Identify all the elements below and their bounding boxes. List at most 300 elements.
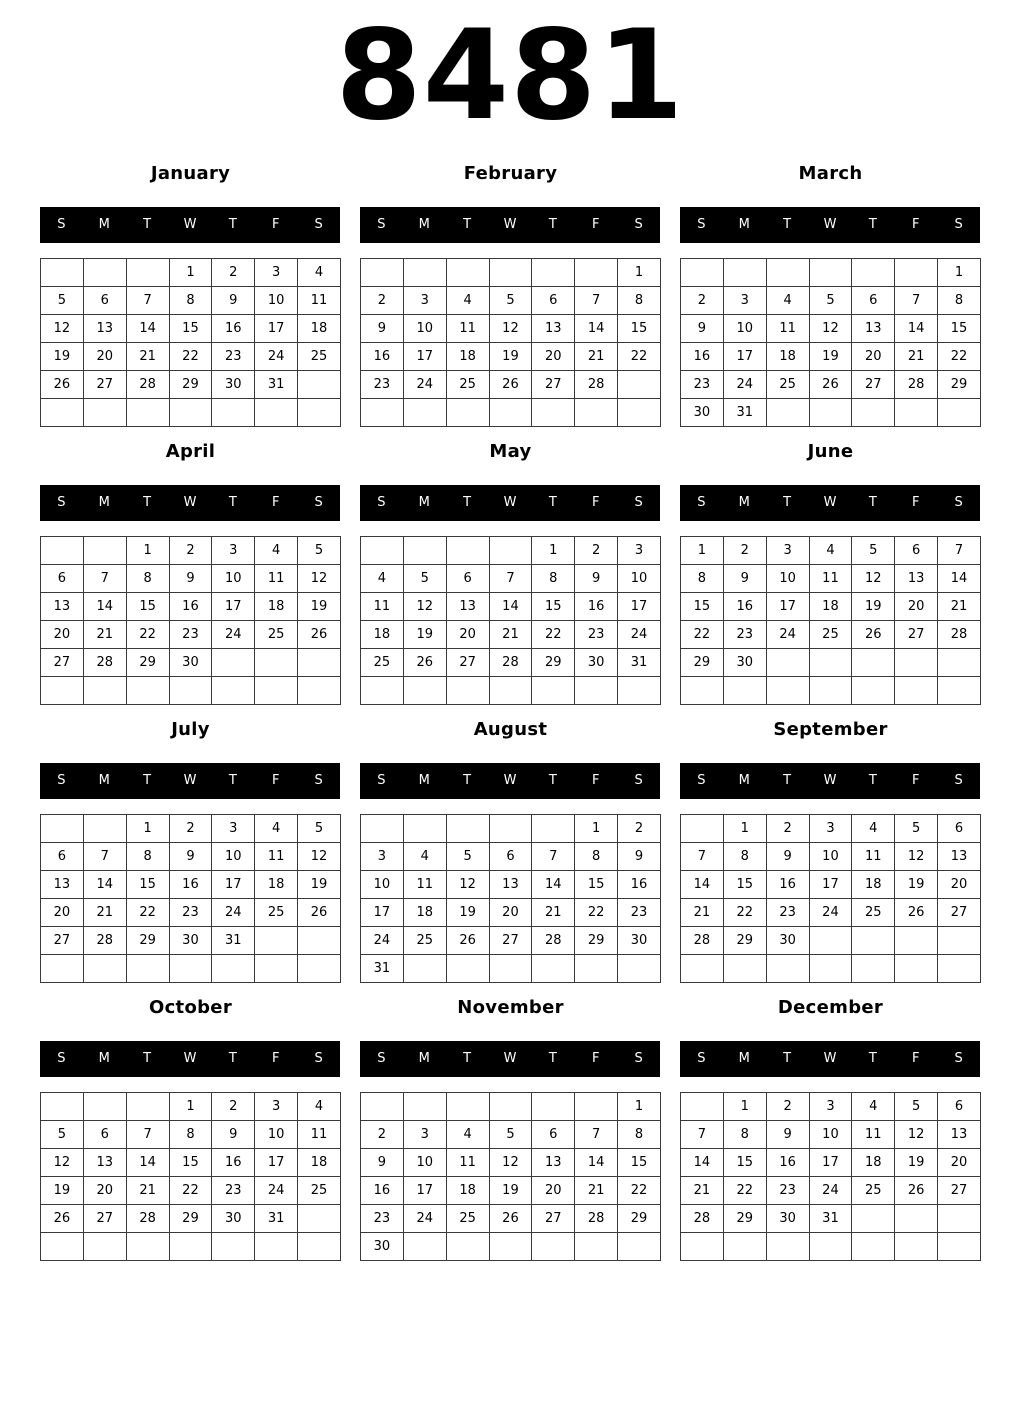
day-cell: 9: [618, 843, 661, 871]
day-cell: 1: [126, 815, 169, 843]
day-cell: [766, 677, 809, 705]
day-cell: 15: [575, 871, 618, 899]
day-cell: 2: [169, 537, 212, 565]
day-cell: 10: [361, 871, 404, 899]
weekday-label: T: [463, 217, 472, 232]
day-cell: 10: [618, 565, 661, 593]
month-name: January: [150, 163, 231, 184]
day-cell: 10: [723, 315, 766, 343]
day-cell: 26: [489, 1205, 532, 1233]
weekday-label: S: [377, 773, 386, 788]
day-cell: [938, 1233, 981, 1261]
day-cell: 31: [255, 1205, 298, 1233]
day-cell: 29: [169, 1205, 212, 1233]
day-cell: 28: [489, 649, 532, 677]
day-cell: 11: [852, 843, 895, 871]
weekday-label: T: [868, 1051, 877, 1066]
day-cell: [83, 537, 126, 565]
day-cell: [575, 1233, 618, 1261]
year-title: 8481: [335, 4, 685, 148]
day-cell: 22: [575, 899, 618, 927]
day-cell: 12: [852, 565, 895, 593]
day-cell: [255, 399, 298, 427]
weekday-header: [680, 485, 980, 521]
day-cell: 9: [212, 1121, 255, 1149]
day-cell: 28: [532, 927, 575, 955]
week-row: [361, 843, 661, 871]
day-cell: 27: [41, 649, 84, 677]
day-cell: [126, 259, 169, 287]
day-cell: 1: [169, 259, 212, 287]
day-cell: [766, 649, 809, 677]
day-cell: 9: [169, 565, 212, 593]
day-cell: 27: [532, 1205, 575, 1233]
day-cell: [723, 259, 766, 287]
weekday-label: F: [911, 495, 920, 510]
day-cell: 25: [809, 621, 852, 649]
day-cell: [766, 955, 809, 983]
weekday-label: T: [228, 495, 237, 510]
week-row: [41, 1205, 341, 1233]
week-row: [41, 1121, 341, 1149]
day-cell: 19: [852, 593, 895, 621]
day-cell: 6: [532, 1121, 575, 1149]
day-cell: [298, 955, 341, 983]
day-cell: 25: [446, 1205, 489, 1233]
weekday-label: T: [783, 773, 792, 788]
week-row: [361, 371, 661, 399]
day-cell: [41, 1093, 84, 1121]
weekday-label: W: [183, 1051, 197, 1066]
day-cell: 18: [298, 315, 341, 343]
week-row: [681, 287, 981, 315]
day-cell: 29: [723, 927, 766, 955]
weekday-label: S: [377, 217, 386, 232]
weekday-label: W: [503, 217, 517, 232]
day-cell: [83, 259, 126, 287]
day-cell: 14: [575, 1149, 618, 1177]
day-cell: [575, 399, 618, 427]
day-cell: 10: [255, 287, 298, 315]
weekday-label: S: [634, 217, 643, 232]
day-cell: 22: [126, 621, 169, 649]
day-cell: 16: [212, 315, 255, 343]
day-cell: [255, 649, 298, 677]
day-cell: 11: [403, 871, 446, 899]
day-cell: 24: [255, 343, 298, 371]
weekday-label: S: [57, 1051, 66, 1066]
day-cell: 22: [681, 621, 724, 649]
day-cell: 23: [361, 371, 404, 399]
day-cell: 16: [169, 871, 212, 899]
day-cell: 17: [361, 899, 404, 927]
day-cell: 21: [126, 343, 169, 371]
weekday-label: S: [57, 773, 66, 788]
day-cell: 29: [126, 927, 169, 955]
day-cell: 20: [895, 593, 938, 621]
day-cell: [489, 955, 532, 983]
day-cell: 11: [809, 565, 852, 593]
weekday-label: F: [271, 495, 280, 510]
day-cell: 21: [83, 621, 126, 649]
day-cell: 25: [255, 899, 298, 927]
day-cell: 17: [403, 343, 446, 371]
weekday-label: T: [143, 217, 152, 232]
days-grid: [360, 814, 661, 983]
day-cell: [575, 677, 618, 705]
day-cell: 8: [169, 1121, 212, 1149]
day-cell: 11: [446, 1149, 489, 1177]
day-cell: 2: [212, 1093, 255, 1121]
day-cell: 2: [766, 815, 809, 843]
weekday-label: F: [271, 773, 280, 788]
month-name: February: [463, 163, 558, 184]
day-cell: 5: [298, 537, 341, 565]
day-cell: 23: [766, 899, 809, 927]
week-row: [361, 1177, 661, 1205]
day-cell: [809, 259, 852, 287]
day-cell: [403, 1233, 446, 1261]
day-cell: 7: [83, 565, 126, 593]
day-cell: 15: [723, 871, 766, 899]
weekday-label: M: [98, 1051, 110, 1066]
day-cell: 2: [618, 815, 661, 843]
day-cell: 7: [681, 843, 724, 871]
day-cell: [298, 399, 341, 427]
day-cell: 27: [852, 371, 895, 399]
day-cell: [361, 815, 404, 843]
day-cell: 30: [681, 399, 724, 427]
day-cell: [852, 677, 895, 705]
day-cell: 19: [446, 899, 489, 927]
weekday-label: F: [591, 773, 600, 788]
day-cell: [489, 1233, 532, 1261]
day-cell: 27: [532, 371, 575, 399]
day-cell: 24: [255, 1177, 298, 1205]
days-grid: [40, 536, 341, 705]
day-cell: [938, 649, 981, 677]
day-cell: [298, 677, 341, 705]
day-cell: [681, 1233, 724, 1261]
day-cell: 19: [895, 871, 938, 899]
day-cell: [361, 677, 404, 705]
day-cell: 31: [255, 371, 298, 399]
month-name: April: [165, 441, 216, 462]
week-row: [361, 871, 661, 899]
day-cell: [41, 537, 84, 565]
day-cell: [618, 955, 661, 983]
week-row: [361, 1149, 661, 1177]
day-cell: 18: [852, 871, 895, 899]
day-cell: 23: [212, 343, 255, 371]
day-cell: 31: [723, 399, 766, 427]
day-cell: [532, 1093, 575, 1121]
day-cell: 25: [446, 371, 489, 399]
day-cell: 20: [41, 899, 84, 927]
day-cell: 16: [361, 343, 404, 371]
day-cell: [575, 1093, 618, 1121]
week-row: [681, 621, 981, 649]
day-cell: 5: [446, 843, 489, 871]
day-cell: [361, 537, 404, 565]
day-cell: 2: [361, 1121, 404, 1149]
day-cell: 6: [895, 537, 938, 565]
day-cell: 14: [681, 1149, 724, 1177]
day-cell: [169, 399, 212, 427]
day-cell: [766, 1233, 809, 1261]
day-cell: 29: [618, 1205, 661, 1233]
day-cell: 22: [532, 621, 575, 649]
day-cell: [852, 1205, 895, 1233]
day-cell: 23: [681, 371, 724, 399]
weekday-header: [360, 763, 660, 799]
week-row: [361, 593, 661, 621]
day-cell: [938, 955, 981, 983]
day-cell: 24: [361, 927, 404, 955]
day-cell: 31: [361, 955, 404, 983]
weekday-label: W: [503, 495, 517, 510]
week-row: [681, 677, 981, 705]
day-cell: 4: [446, 287, 489, 315]
weekday-label: M: [418, 1051, 430, 1066]
weekday-header: [40, 207, 340, 243]
day-cell: 23: [361, 1205, 404, 1233]
day-cell: 18: [255, 871, 298, 899]
day-cell: 7: [575, 1121, 618, 1149]
day-cell: 9: [361, 315, 404, 343]
weekday-label: F: [911, 217, 920, 232]
day-cell: 5: [895, 1093, 938, 1121]
day-cell: 12: [298, 843, 341, 871]
day-cell: 20: [938, 1149, 981, 1177]
week-row: [681, 1149, 981, 1177]
weekday-label: T: [868, 495, 877, 510]
day-cell: 8: [938, 287, 981, 315]
week-row: [681, 1177, 981, 1205]
day-cell: 11: [361, 593, 404, 621]
day-cell: [403, 259, 446, 287]
weekday-label: M: [418, 773, 430, 788]
day-cell: 6: [83, 1121, 126, 1149]
week-row: [681, 871, 981, 899]
day-cell: 7: [126, 287, 169, 315]
weekday-label: F: [271, 1051, 280, 1066]
days-grid: [360, 1092, 661, 1261]
day-cell: [618, 1233, 661, 1261]
day-cell: 13: [41, 593, 84, 621]
day-cell: 26: [852, 621, 895, 649]
weekday-header: [360, 207, 660, 243]
weekday-label: F: [591, 495, 600, 510]
day-cell: 16: [169, 593, 212, 621]
day-cell: 23: [723, 621, 766, 649]
week-row: [361, 955, 661, 983]
day-cell: 17: [766, 593, 809, 621]
day-cell: 6: [532, 287, 575, 315]
day-cell: 15: [618, 315, 661, 343]
day-cell: 19: [403, 621, 446, 649]
day-cell: [938, 927, 981, 955]
month-name: August: [473, 719, 548, 740]
day-cell: 28: [575, 1205, 618, 1233]
day-cell: 16: [723, 593, 766, 621]
weekday-label: S: [954, 495, 963, 510]
week-row: [41, 371, 341, 399]
day-cell: [446, 1093, 489, 1121]
day-cell: 1: [938, 259, 981, 287]
day-cell: 12: [489, 315, 532, 343]
week-row: [361, 1205, 661, 1233]
week-row: [681, 565, 981, 593]
week-row: [41, 955, 341, 983]
day-cell: 5: [298, 815, 341, 843]
day-cell: 22: [169, 1177, 212, 1205]
weekday-label: T: [868, 773, 877, 788]
day-cell: 5: [489, 287, 532, 315]
day-cell: 19: [809, 343, 852, 371]
week-row: [361, 287, 661, 315]
day-cell: [618, 399, 661, 427]
day-cell: 29: [575, 927, 618, 955]
weekday-label: T: [228, 773, 237, 788]
weekday-label: W: [823, 495, 837, 510]
day-cell: 17: [403, 1177, 446, 1205]
day-cell: 23: [169, 899, 212, 927]
day-cell: 31: [212, 927, 255, 955]
weekday-label: T: [548, 1051, 557, 1066]
day-cell: 27: [938, 899, 981, 927]
day-cell: 4: [298, 1093, 341, 1121]
day-cell: 12: [895, 1121, 938, 1149]
day-cell: 31: [809, 1205, 852, 1233]
week-row: [41, 343, 341, 371]
day-cell: 3: [403, 1121, 446, 1149]
day-cell: [255, 1233, 298, 1261]
weekday-label: T: [463, 1051, 472, 1066]
day-cell: 20: [532, 1177, 575, 1205]
day-cell: [618, 677, 661, 705]
day-cell: 15: [723, 1149, 766, 1177]
week-row: [681, 1233, 981, 1261]
day-cell: 4: [255, 815, 298, 843]
day-cell: [361, 399, 404, 427]
week-row: [681, 927, 981, 955]
day-cell: 23: [618, 899, 661, 927]
weekday-label: T: [548, 217, 557, 232]
day-cell: [938, 677, 981, 705]
day-cell: 30: [361, 1233, 404, 1261]
day-cell: 5: [403, 565, 446, 593]
day-cell: 24: [809, 899, 852, 927]
weekday-label: S: [57, 495, 66, 510]
day-cell: 18: [255, 593, 298, 621]
day-cell: 3: [766, 537, 809, 565]
day-cell: [41, 955, 84, 983]
day-cell: 9: [681, 315, 724, 343]
day-cell: 30: [766, 1205, 809, 1233]
day-cell: 5: [852, 537, 895, 565]
day-cell: [41, 677, 84, 705]
day-cell: [212, 649, 255, 677]
day-cell: [489, 815, 532, 843]
day-cell: [446, 399, 489, 427]
week-row: [681, 649, 981, 677]
weekday-label: T: [143, 1051, 152, 1066]
day-cell: [809, 399, 852, 427]
day-cell: 9: [212, 287, 255, 315]
day-cell: [809, 649, 852, 677]
day-cell: 22: [618, 343, 661, 371]
day-cell: [446, 259, 489, 287]
day-cell: 24: [212, 899, 255, 927]
week-row: [681, 371, 981, 399]
day-cell: 6: [489, 843, 532, 871]
weekday-header: [40, 485, 340, 521]
weekday-label: S: [314, 773, 323, 788]
day-cell: 16: [361, 1177, 404, 1205]
day-cell: 9: [766, 1121, 809, 1149]
day-cell: 7: [575, 287, 618, 315]
weekday-label: T: [143, 495, 152, 510]
day-cell: 29: [681, 649, 724, 677]
day-cell: [298, 927, 341, 955]
day-cell: 30: [169, 927, 212, 955]
weekday-label: W: [823, 217, 837, 232]
day-cell: 20: [938, 871, 981, 899]
day-cell: 11: [852, 1121, 895, 1149]
weekday-label: S: [697, 773, 706, 788]
day-cell: 1: [532, 537, 575, 565]
day-cell: 2: [212, 259, 255, 287]
weekday-header: [680, 1041, 980, 1077]
day-cell: 4: [766, 287, 809, 315]
weekday-header: [40, 1041, 340, 1077]
day-cell: 26: [446, 927, 489, 955]
weekday-label: T: [868, 217, 877, 232]
days-grid: [40, 1092, 341, 1261]
week-row: [681, 399, 981, 427]
day-cell: 8: [575, 843, 618, 871]
day-cell: 28: [126, 371, 169, 399]
day-cell: 5: [809, 287, 852, 315]
day-cell: 12: [403, 593, 446, 621]
day-cell: 2: [169, 815, 212, 843]
week-row: [41, 399, 341, 427]
day-cell: 16: [766, 1149, 809, 1177]
day-cell: 27: [41, 927, 84, 955]
weekday-label: W: [503, 773, 517, 788]
day-cell: [681, 677, 724, 705]
day-cell: 1: [618, 259, 661, 287]
month-name: October: [148, 997, 232, 1018]
day-cell: 17: [809, 1149, 852, 1177]
weekday-label: S: [57, 217, 66, 232]
day-cell: [895, 677, 938, 705]
day-cell: 26: [489, 371, 532, 399]
week-row: [681, 537, 981, 565]
day-cell: 22: [169, 343, 212, 371]
weekday-header: [680, 763, 980, 799]
day-cell: 25: [852, 899, 895, 927]
day-cell: 30: [169, 649, 212, 677]
week-row: [681, 315, 981, 343]
day-cell: 17: [809, 871, 852, 899]
days-grid: [680, 814, 981, 983]
day-cell: [723, 677, 766, 705]
day-cell: 8: [126, 565, 169, 593]
days-grid: [40, 258, 341, 427]
day-cell: 2: [766, 1093, 809, 1121]
